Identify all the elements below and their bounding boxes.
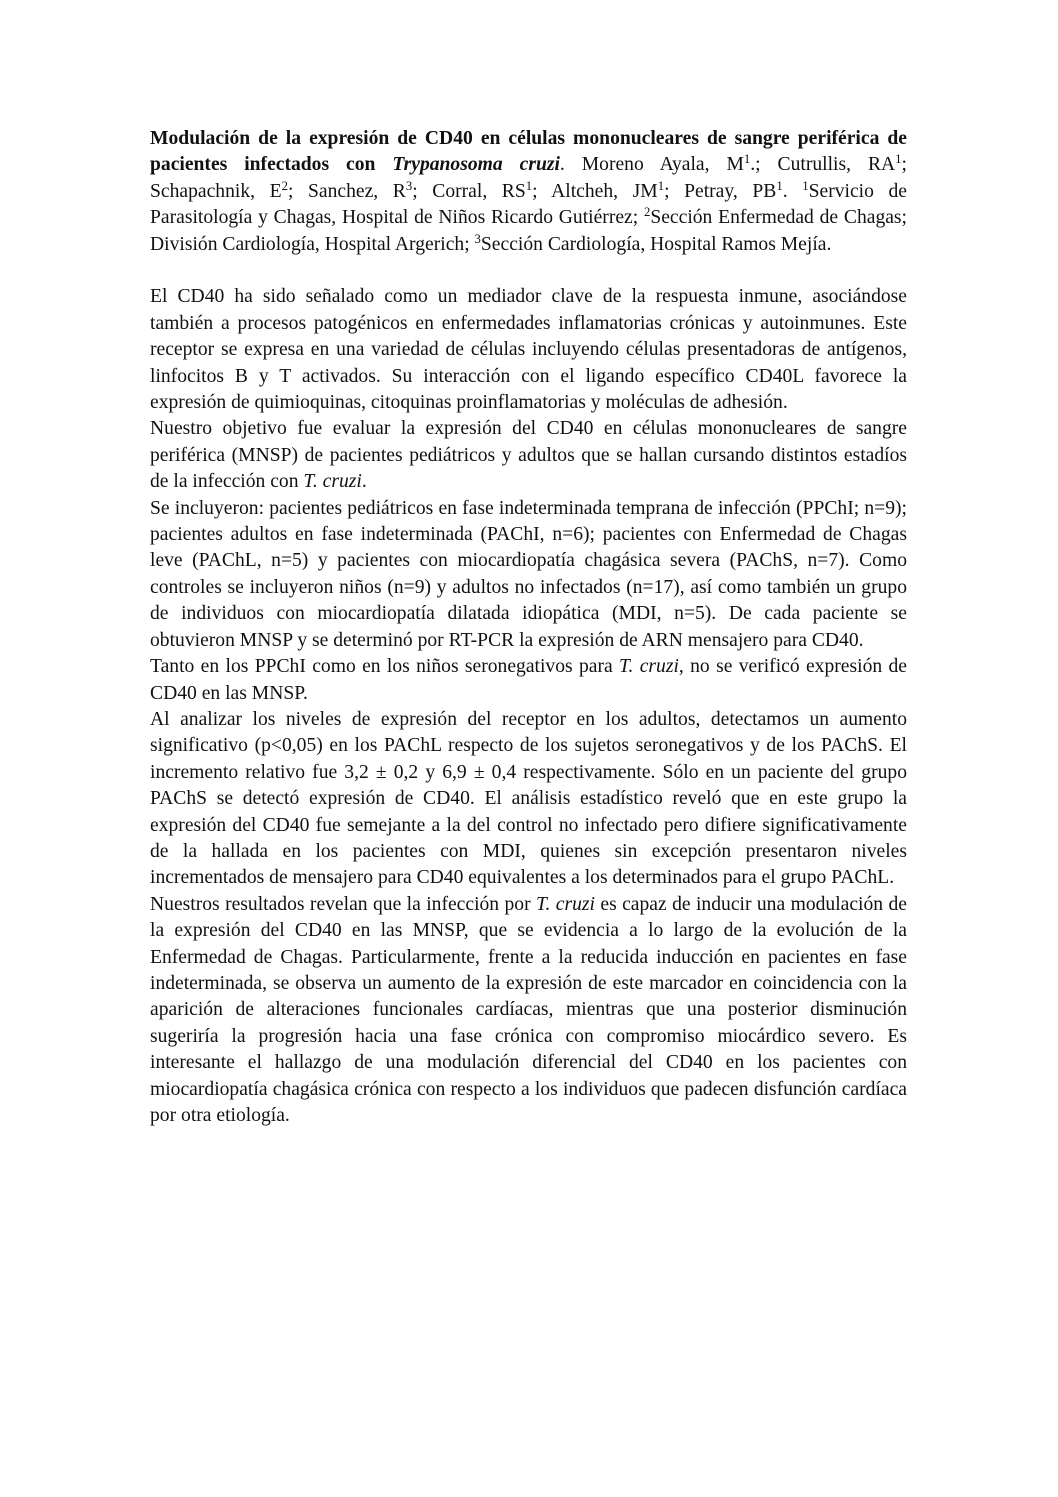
author: Altcheh, $JM^1$; [537, 178, 670, 202]
title-species-name: Trypanosoma cruzi [392, 154, 560, 176]
species-name: T. cruzi [303, 471, 362, 493]
author: Moreno Ayala, $M^1$.; [564, 152, 761, 176]
author: Cutrullis, $RA^1$; [760, 152, 907, 176]
paragraph-results-pediatric: Tanto en los PPChI como en los niños seronegativos para T. cruzi, no se verificó expresión de CD40 en las MNSP. [150, 656, 907, 704]
abstract-title: Modulación de la expresión de CD40 en células mononucleares de sangre periférica de pacientes infectados con [150, 128, 907, 176]
paragraph-methods: Se incluyeron: pacientes pediátricos en fase indeterminada temprana de infección (PPChI; n=9); pacientes adultos en fase indeterminada (PAChI, n=6); pacientes con Enfermedad de Chagas leve (PAChL, n=5) y pacientes con miocardiopatía chagásica severa (PAChS, n=7). Como controles se incluyeron niños (n=9) y adultos no infectados (n=17), así como también un grupo de individuos con miocardiopatía dilatada idiopática (MDI, n=5). De cada paciente se obtuvieron MNSP y se determinó por RT-PCR la expresión de ARN mensajero para CD40. [150, 497, 907, 651]
abstract-content [150, 126, 907, 1129]
species-name: T. cruzi [619, 656, 679, 678]
paragraph-results-adults: Al analizar los niveles de expresión del receptor en los adultos, detectamos un aumento significativo (p<0,05) en los PAChL respecto de los sujetos seronegativos y de los PAChS. El incremento relativo fue 3,2 ± 0,2 y 6,9 ± 0,4 respectivamente. Sólo en un paciente del grupo PAChS se detectó expresión de CD40. El análisis estadístico reveló que en este grupo la expresión del CD40 fue semejante a la del control no infectado pero difiere significativamente de la hallada en los pacientes con MDI, quienes sin excepción presentaron niveles incrementados de mensajero para CD40 equivalentes a los determinados para el grupo PAChL. [150, 708, 907, 889]
affiliation: $^1$Servicio de Parasitología y Chagas, Hospital de Niños Ricardo Gutiérrez; [150, 178, 907, 229]
author: Petray, $PB^1$. [669, 178, 788, 202]
abstract-header [150, 126, 907, 258]
affiliation: $^2$Sección Enfermedad de Chagas; División Cardiología, Hospital Argerich; [150, 205, 908, 255]
author: Schapachnik, $E^2$; [150, 178, 294, 202]
author: Sanchez, $R^3$; [293, 178, 418, 202]
paragraph-conclusion: Nuestros resultados revelan que la infección por T. cruzi es capaz de inducir una modulación de la expresión del CD40 en las MNSP, que se evidencia a lo largo de la evolución de la Enfermedad de Chagas. Particularmente, frente a la reducida inducción en pacientes en fase indeterminada, se observa un aumento de la expresión de este marcador en coincidencia con la aparición de alteraciones funcionales cardíacas, mientras que una posterior disminución sugeriría la progresión hacia una fase crónica con compromiso miocárdico severo. Es interesante el hallazgo de una modulación diferencial del CD40 en los pacientes con miocardiopatía chagásica crónica con respecto a los individuos que padecen disfunción cardíaca por otra etiología. [150, 893, 907, 1127]
species-name: T. cruzi [536, 893, 595, 915]
paragraph-introduction: El CD40 ha sido señalado como un mediador clave de la respuesta inmune, asociándose también a procesos patogénicos en enfermedades inflamatorias crónicas y autoinmunes. Este receptor se expresa en una variedad de células incluyendo células presentadoras de antígenos, linfocitos B y T activados. Su interacción con el ligando específico CD40L favorece la expresión de quimioquinas, citoquinas proinflamatorias y moléculas de adhesión. [150, 286, 907, 414]
paragraph-objective: Nuestro objetivo fue evaluar la expresión del CD40 en células mononucleares de sangre periférica (MNSP) de pacientes pediátricos y adultos que se hallan cursando distintos estadíos de la infección con T. cruzi. [150, 418, 907, 493]
affiliation: $^3$Sección Cardiología, Hospital Ramos Mejía. [474, 231, 832, 255]
title-period: . [559, 154, 565, 176]
author: Corral, $RS^1$; [417, 178, 538, 202]
